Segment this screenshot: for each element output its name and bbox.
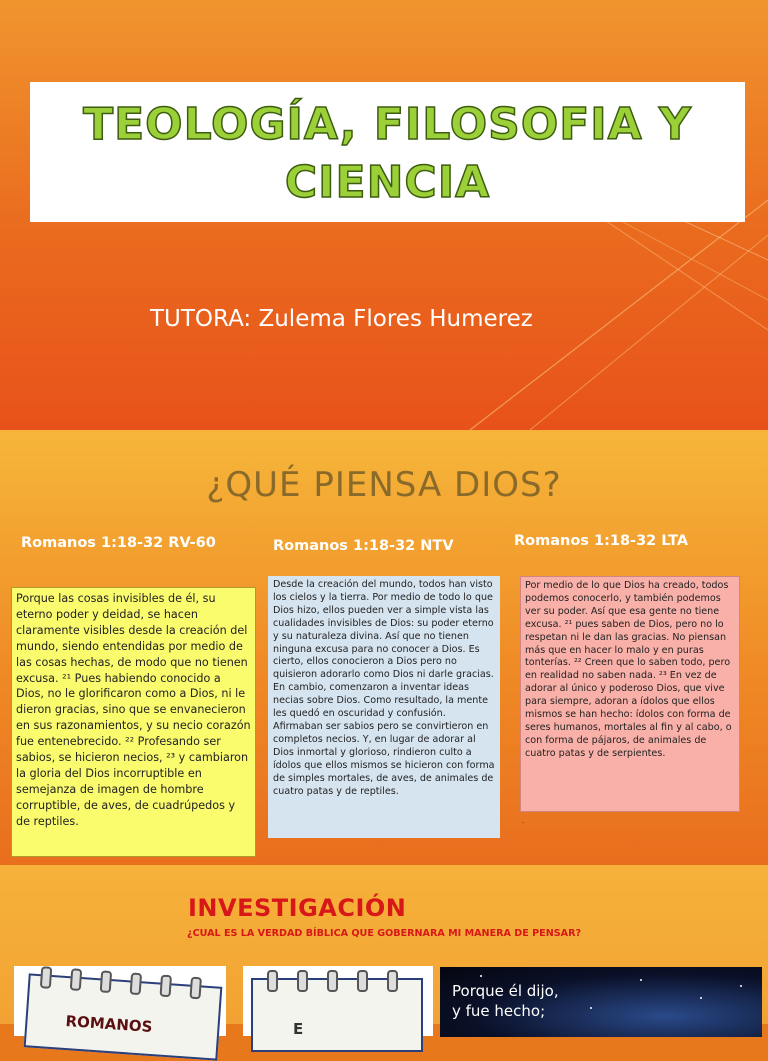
spiral-notebook-icon xyxy=(251,978,423,1052)
tutor-name: TUTORA: Zulema Flores Humerez xyxy=(150,306,533,332)
column-label-rv60: Romanos 1:18-32 RV-60 xyxy=(21,535,216,551)
column-label-lta: Romanos 1:18-32 LTA xyxy=(514,533,689,549)
column-label-ntv: Romanos 1:18-32 NTV xyxy=(273,538,454,554)
notebook-label: ROMANOS xyxy=(64,1012,153,1037)
spiral-notebook-icon xyxy=(24,973,223,1060)
slide-title: TEOLOGÍA, FILOSOFIA Y CIENCIA xyxy=(83,99,692,208)
investigation-heading: INVESTIGACIÓN xyxy=(188,894,407,922)
trailing-mark: . xyxy=(522,815,525,825)
verse-box-lta: Por medio de lo que Dios ha creado, todos podemos conocerlo, y también podemos ver su poder. Así que esa gente no tiene excusa. ²¹ pues saben de Dios, pero no lo respetan ni le dan las gracias. No piensan más que en hacer lo malo y en puras tonterías. ²² Creen que lo saben todo, pero en realidad no saben nada. ²³ En vez de adorar al único y poderoso Dios, que vive para siempre, adoran a ídolos que ellos mismos se han hecho: ídolos con forma de seres humanos, mortales al fin y al cabo, o con forma de pájaros, de animales de cuatro patas y de serpientes. xyxy=(520,576,740,812)
title-box xyxy=(30,82,745,222)
investigation-question: ¿CUAL ES LA VERDAD BÍBLICA QUE GOBERNARA MI MANERA DE PENSAR? xyxy=(187,928,582,939)
title-slide xyxy=(0,0,768,430)
verse-box-ntv: Desde la creación del mundo, todos han visto los cielos y la tierra. Por medio de todo lo que Dios hizo, ellos pueden ver a simple vista las cualidades invisibles de Dios: su poder eterno y su naturaleza divina. Así que no tienen ninguna excusa para no conocer a Dios. Es cierto, ellos conocieron a Dios pero no quisieron adorarlo como Dios ni darle gracias. En cambio, comenzaron a inventar ideas necias sobre Dios. Como resultado, la mente les quedó en oscuridad y confusión. Afirmaban ser sabios pero se convirtieron en completos necios. Y, en lugar de adorar al Dios inmortal y glorioso, rindieron culto a ídolos que ellos mismos se hicieron con forma de simples mortales, de aves, de animales de cuatro patas y de reptiles. xyxy=(268,576,500,838)
notebook-thumbnail-2 xyxy=(243,966,433,1036)
image-caption: Porque él dijo, y fue hecho; xyxy=(452,982,559,1020)
verse-box-rv60: Porque las cosas invisibles de él, su eterno poder y deidad, se hacen claramente visibles desde la creación del mundo, siendo entendidas por medio de las cosas hechas, de modo que no tienen excusa. ²¹ Pues habiendo conocido a Dios, no le glorificaron como a Dios, ni le dieron gracias, sino que se envanecieron en sus razonamientos, y su necio corazón fue entenebrecido. ²² Profesando ser sabios, se hicieron necios, ²³ y cambiaron la gloria del Dios incorruptible en semejanza de imagen de hombre corruptible, de aves, de cuadrúpedos y de reptiles. xyxy=(11,587,256,857)
notebook-label-2: E xyxy=(293,1020,304,1038)
verses-slide xyxy=(0,433,768,865)
investigation-slide xyxy=(0,866,768,1038)
space-galaxy-image xyxy=(440,967,762,1037)
verses-heading: ¿QUÉ PIENSA DIOS? xyxy=(206,465,562,505)
notebook-thumbnail-1 xyxy=(14,966,226,1036)
